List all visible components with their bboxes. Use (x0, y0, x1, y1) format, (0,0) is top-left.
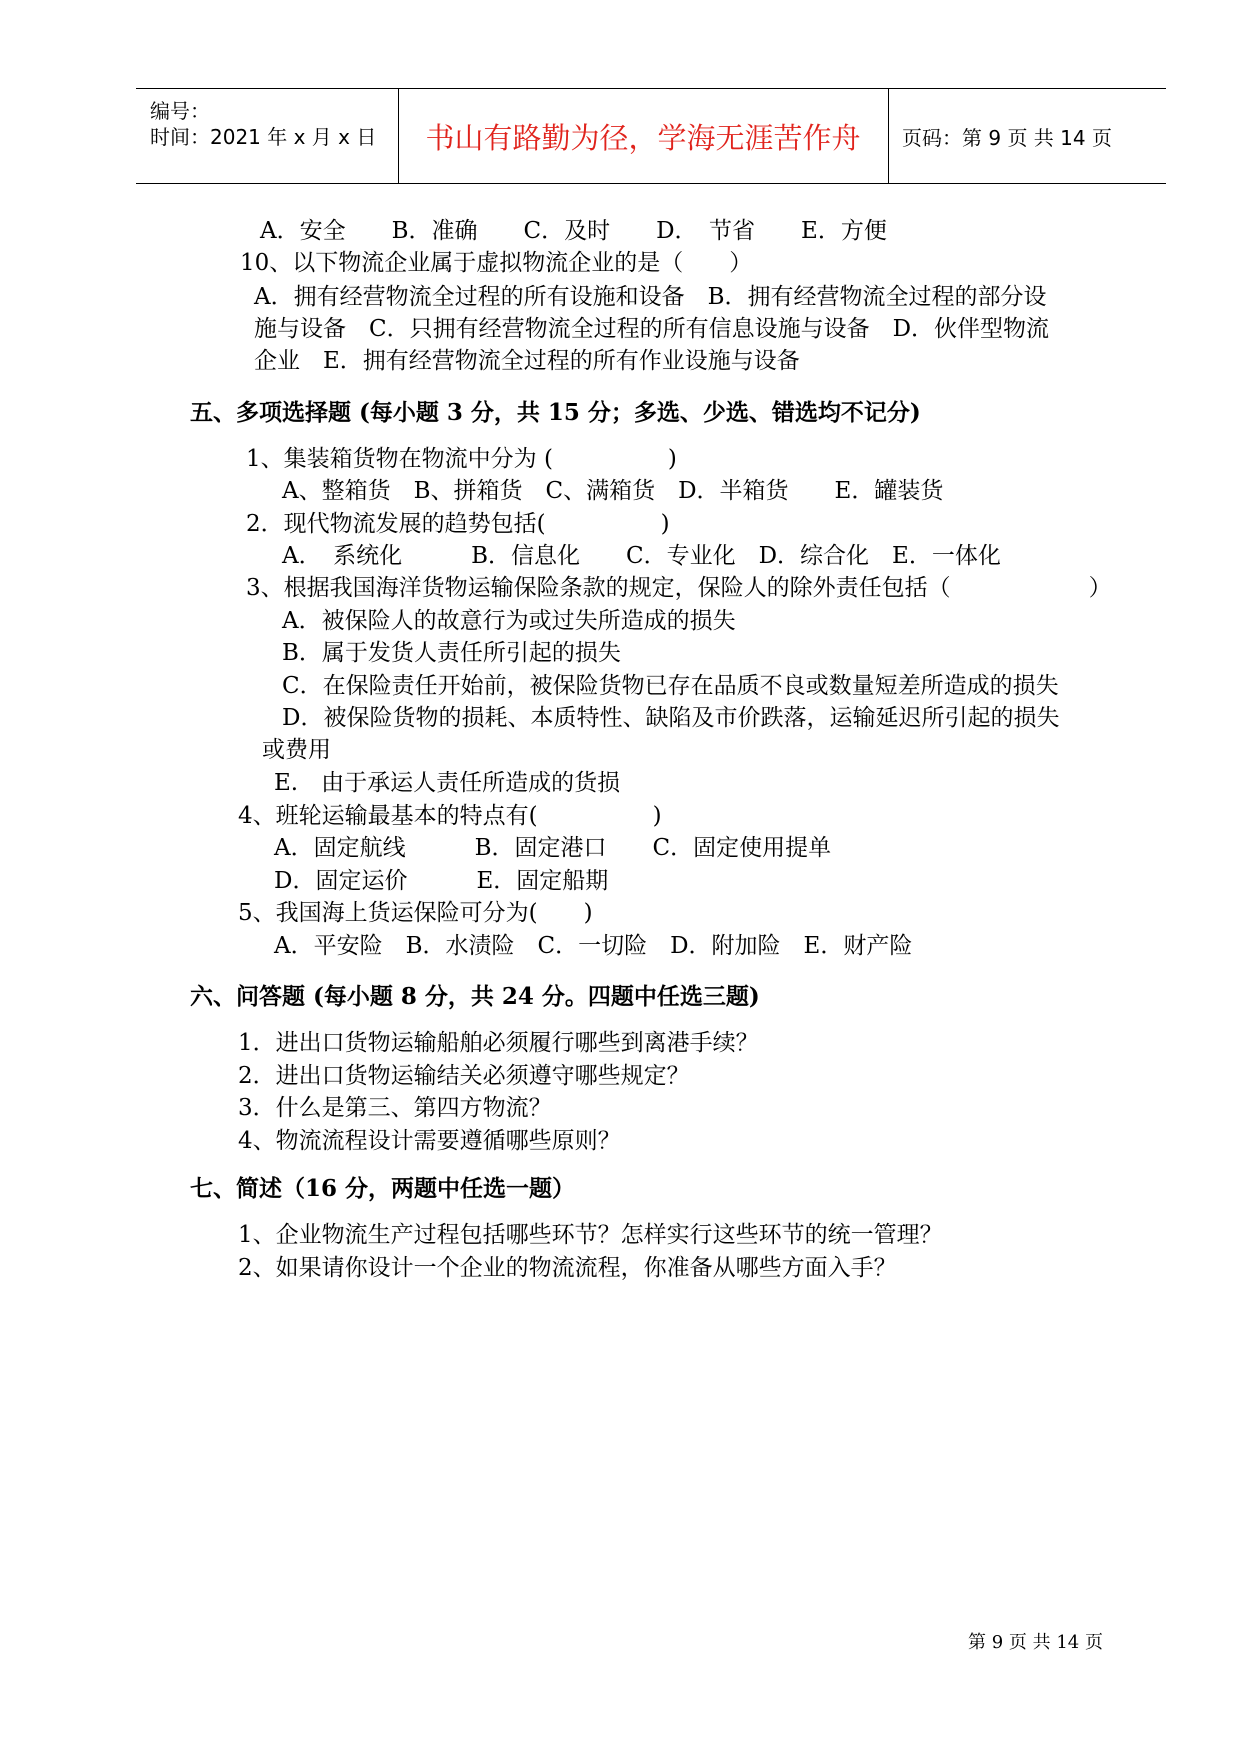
q10-options-line1: A．拥有经营物流全过程的所有设施和设备 B．拥有经营物流全过程的部分设 (254, 284, 1047, 310)
s6-q1: 1．进出口货物运输船舶必须履行哪些到离港手续？ (238, 1030, 759, 1056)
q10-options-line3: 企业 E．拥有经营物流全过程的所有作业设施与设备 (254, 348, 800, 374)
s6-q2: 2．进出口货物运输结关必须遵守哪些规定？ (238, 1063, 690, 1089)
s5-q4-stem: 4、班轮运输最基本的特点有( ) (238, 803, 662, 829)
s5-q4-options-line2: D．固定运价 E．固定船期 (274, 868, 609, 894)
s5-q5-stem: 5、我国海上货运保险可分为( ) (238, 900, 593, 926)
section5-title: 五、多项选择题 (每小题 3 分，共 15 分；多选、少选、错选均不记分) (190, 399, 921, 426)
s5-q2-stem: 2．现代物流发展的趋势包括( ) (246, 511, 670, 537)
q10-options-line2: 施与设备 C．只拥有经营物流全过程的所有信息设施与设备 D．伙伴型物流 (254, 316, 1050, 342)
s5-q3-option-d-line1: D．被保险货物的损耗、本质特性、缺陷及市价跌落，运输延迟所引起的损失 (282, 705, 1060, 731)
header-page-info: 页码：第 9 页 共 14 页 (902, 125, 1112, 150)
footer-page-info: 第 9 页 共 14 页 (968, 1632, 1103, 1653)
s5-q1-stem: 1、集装箱货物在物流中分为 ( ) (246, 446, 677, 472)
page-header (136, 88, 1166, 184)
s5-q3-option-e: E. 由于承运人责任所造成的货损 (274, 770, 621, 796)
s5-q3-option-c: C．在保险责任开始前，被保险货物已存在品质不良或数量短差所造成的损失 (282, 673, 1059, 699)
s5-q5-options: A．平安险 B．水渍险 C．一切险 D．附加险 E．财产险 (274, 933, 913, 959)
s5-q2-options: A． 系统化 B．信息化 C．专业化 D．综合化 E．一体化 (282, 543, 1001, 569)
s5-q3-option-a: A．被保险人的故意行为或过失所造成的损失 (282, 608, 736, 634)
section6-title: 六、问答题 (每小题 8 分，共 24 分。四题中任选三题) (190, 983, 760, 1010)
s5-q3-option-b: B．属于发货人责任所引起的损失 (282, 640, 621, 666)
s7-q2: 2、如果请你设计一个企业的物流流程，你准备从哪些方面入手？ (238, 1255, 897, 1281)
time-label: 时间：2021 年 x 月 x 日 (150, 125, 377, 149)
s5-q3-option-d-line2: 或费用 (262, 737, 331, 763)
s6-q4: 4、物流流程设计需要遵循哪些原则？ (238, 1128, 621, 1154)
header-left-cell (136, 89, 399, 183)
serial-label: 编号： (150, 99, 210, 123)
q10-stem: 10、以下物流企业属于虚拟物流企业的是（ ） (240, 250, 753, 276)
q9-options: A．安全 B．准确 C．及时 D． 节省 E．方便 (260, 218, 887, 244)
s5-q1-options: A、整箱货 B、拼箱货 C、满箱货 D．半箱货 E．罐装货 (282, 478, 944, 504)
section7-title: 七、简述（16 分，两题中任选一题） (190, 1175, 576, 1202)
s7-q1: 1、企业物流生产过程包括哪些环节？怎样实行这些环节的统一管理？ (238, 1222, 943, 1248)
header-motto: 书山有路勤为径，学海无涯苦作舟 (398, 89, 889, 183)
s5-q4-options-line1: A．固定航线 B．固定港口 C．固定使用提单 (274, 835, 832, 861)
s6-q3: 3．什么是第三、第四方物流？ (238, 1095, 552, 1121)
s5-q3-stem: 3、根据我国海洋货物运输保险条款的规定，保险人的除外责任包括（ ） (246, 575, 1112, 601)
